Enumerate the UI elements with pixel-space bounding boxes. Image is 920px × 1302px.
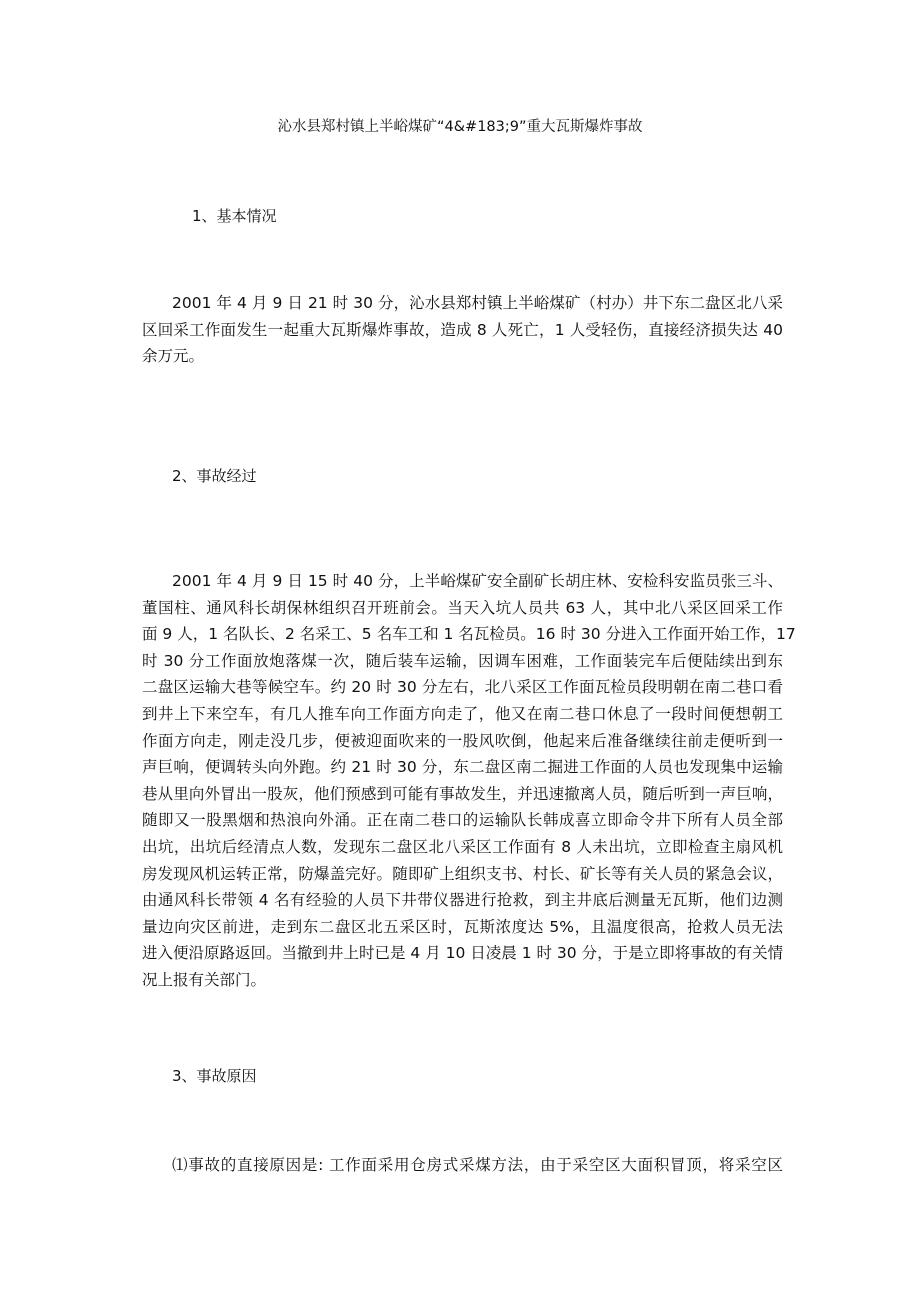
- section-heading-cause: 3、事故原因: [172, 1067, 257, 1085]
- text-line: 时 30 分工作面放炮落煤一次，随后装车运输，因调车困难，工作面装完车后便陆续出到东: [142, 651, 783, 670]
- paragraph-basic: [142, 290, 783, 370]
- text-line: 作面方向走，刚走没几步，便被迎面吹来的一股风吹倒，他起来后准备继续往前走便听到一: [142, 731, 783, 750]
- text-line: 二盘区运输大巷等候空车。约 20 时 30 分左右，北八采区工作面瓦检员段明朝在南二巷口看: [142, 678, 783, 697]
- text-line: 进入便沿原路返回。当撤到井上时已是 4 月 10 日凌晨 1 时 30 分，于是立即将事故的有关情: [142, 944, 784, 963]
- text-line: ⑴事故的直接原因是: 工作面采用仓房式采煤方法，由于采空区大面积冒顶，将采空区: [172, 1156, 783, 1174]
- text-line: 量边向灾区前进，走到东二盘区北五采区时，瓦斯浓度达 5%，且温度很高，抢救人员无法: [142, 917, 783, 936]
- text-line: 由通风科长带领 4 名有经验的人员下井带仪器进行抢救，到主井底后测量无瓦斯，他们边测: [142, 891, 783, 910]
- text-line: 巷从里向外冒出一股灰，他们预感到可能有事故发生，并迅速撤离人员，随后听到一声巨响，: [142, 784, 783, 803]
- text-line: 声巨响，便调转头向外跑。约 21 时 30 分，东二盘区南二掘进工作面的人员也发现集中运输: [142, 758, 783, 777]
- document-title: 沁水县郑村镇上半峪煤矿“4&#183;9”重大瓦斯爆炸事故: [277, 119, 643, 135]
- text-line: 面 9 人，1 名队长、2 名采工、5 名车工和 1 名瓦检员。16 时 30 分进入工作面开始工作，17: [142, 625, 796, 644]
- text-line: 到井上下来空车，有几人推车向工作面方向走了，他又在南二巷口休息了一段时间便想朝工: [142, 704, 783, 723]
- text-line: 余万元。: [142, 347, 205, 366]
- paragraph-process: [142, 568, 796, 994]
- section-heading-process: 2、事故经过: [172, 467, 257, 485]
- text-line: 出坑，出坑后经清点人数，发现东二盘区北八采区工作面有 8 人未出坑，立即检查主扇风机: [142, 837, 783, 856]
- text-line: 2001 年 4 月 9 日 15 时 40 分，上半峪煤矿安全副矿长胡庄林、安检科安监员张三斗、: [172, 572, 783, 590]
- paragraph-cause: [142, 1152, 783, 1179]
- text-line: 区回采工作面发生一起重大瓦斯爆炸事故，造成 8 人死亡，1 人受轻伤，直接经济损失达 40: [142, 320, 783, 339]
- section-heading-basic: 1、基本情况: [192, 207, 277, 225]
- text-line: 董国柱、通风科长胡保林组织召开班前会。当天入坑人员共 63 人，其中北八采区回采工作: [142, 598, 783, 617]
- text-line: 2001 年 4 月 9 日 21 时 30 分，沁水县郑村镇上半峪煤矿（村办）井下东二盘区北八采: [172, 294, 783, 312]
- text-line: 况上报有关部门。: [142, 970, 267, 989]
- text-line: 随即又一股黑烟和热浪向外涌。正在南二巷口的运输队长韩成喜立即命令井下所有人员全部: [142, 811, 783, 830]
- text-line: 房发现风机运转正常，防爆盖完好。随即矿上组织支书、村长、矿长等有关人员的紧急会议，: [142, 864, 783, 883]
